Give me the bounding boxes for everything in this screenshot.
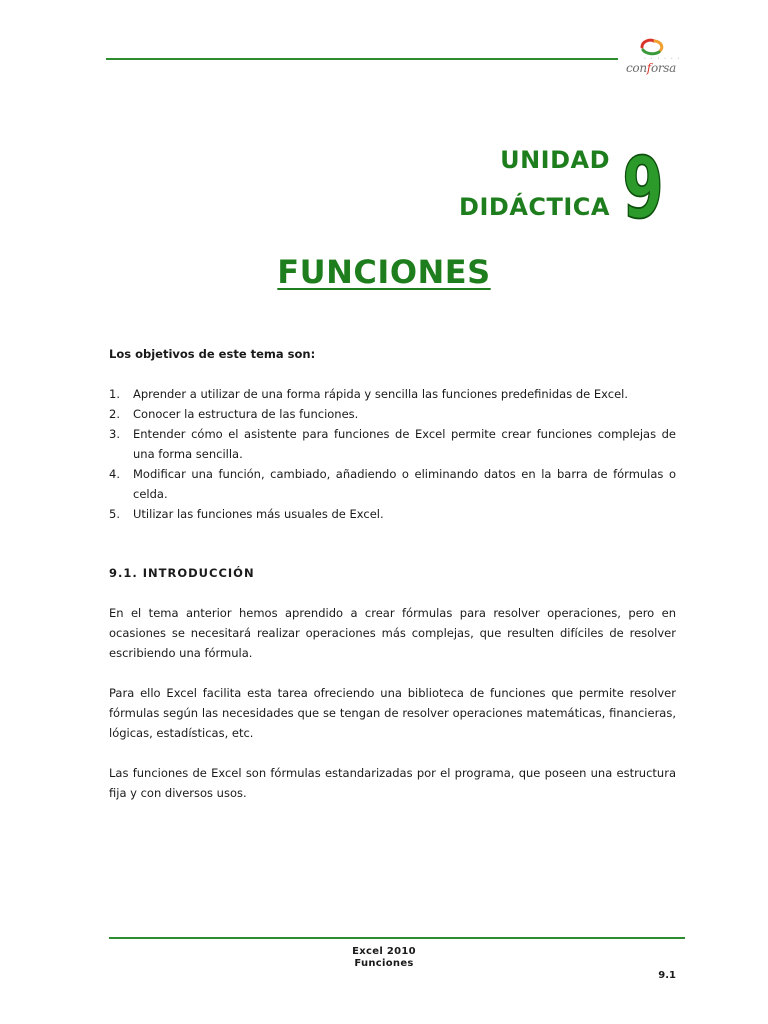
page-number: 9.1 [658, 970, 676, 981]
objectives-list [109, 384, 676, 524]
intro-paragraph: En el tema anterior hemos aprendido a crear fórmulas para resolver operaciones, pero en ocasiones se necesitará realizar operaciones más complejas, que resulten difíciles de resolver escribiendo una fórmula. [109, 606, 676, 660]
intro-paragraph: Para ello Excel facilita esta tarea ofreciendo una biblioteca de funciones que permite resolver fórmulas según las necesidades que se tengan de resolver operaciones matemáticas, financieras, lógicas, estadísticas, etc. [109, 686, 676, 740]
objective-item: 4. Modificar una función, cambiado, añadiendo o eliminando datos en la barra de fórmulas o celda. [109, 467, 676, 501]
page-title: FUNCIONES [277, 253, 491, 291]
unit-number [618, 128, 668, 228]
logo-swirl-icon [638, 38, 666, 56]
unit-number-text: 9 [622, 139, 664, 228]
objectives-heading: Los objetivos de este tema son: [109, 347, 316, 361]
objective-item: 5. Utilizar las funciones más usuales de Excel. [109, 507, 384, 521]
logo-tagline: • • • • • • [644, 56, 682, 60]
footer-rule [109, 937, 685, 939]
main-content [109, 344, 676, 823]
section-heading: 9.1. INTRODUCCIÓN [109, 566, 255, 580]
unit-label-line1: UNIDAD [500, 146, 610, 174]
footer [0, 946, 768, 970]
intro-paragraph: Las funciones de Excel son fórmulas estandarizadas por el programa, que poseen una estructura fija y con diversos usos. [109, 766, 676, 800]
footer-topic: Funciones [354, 958, 414, 969]
header-rule [106, 58, 618, 60]
conforsa-logo [620, 38, 684, 80]
objective-item: 2. Conocer la estructura de las funciones. [109, 407, 359, 421]
unit-label-line2: DIDÁCTICA [459, 193, 610, 221]
objective-item: 1. Aprender a utilizar de una forma rápida y sencilla las funciones predefinidas de Excel. [109, 387, 629, 401]
logo-wordmark: conforsa [626, 61, 677, 75]
objective-item: 3. Entender cómo el asistente para funciones de Excel permite crear funciones complejas de una forma sencilla. [109, 427, 676, 461]
footer-course: Excel 2010 [352, 946, 416, 957]
